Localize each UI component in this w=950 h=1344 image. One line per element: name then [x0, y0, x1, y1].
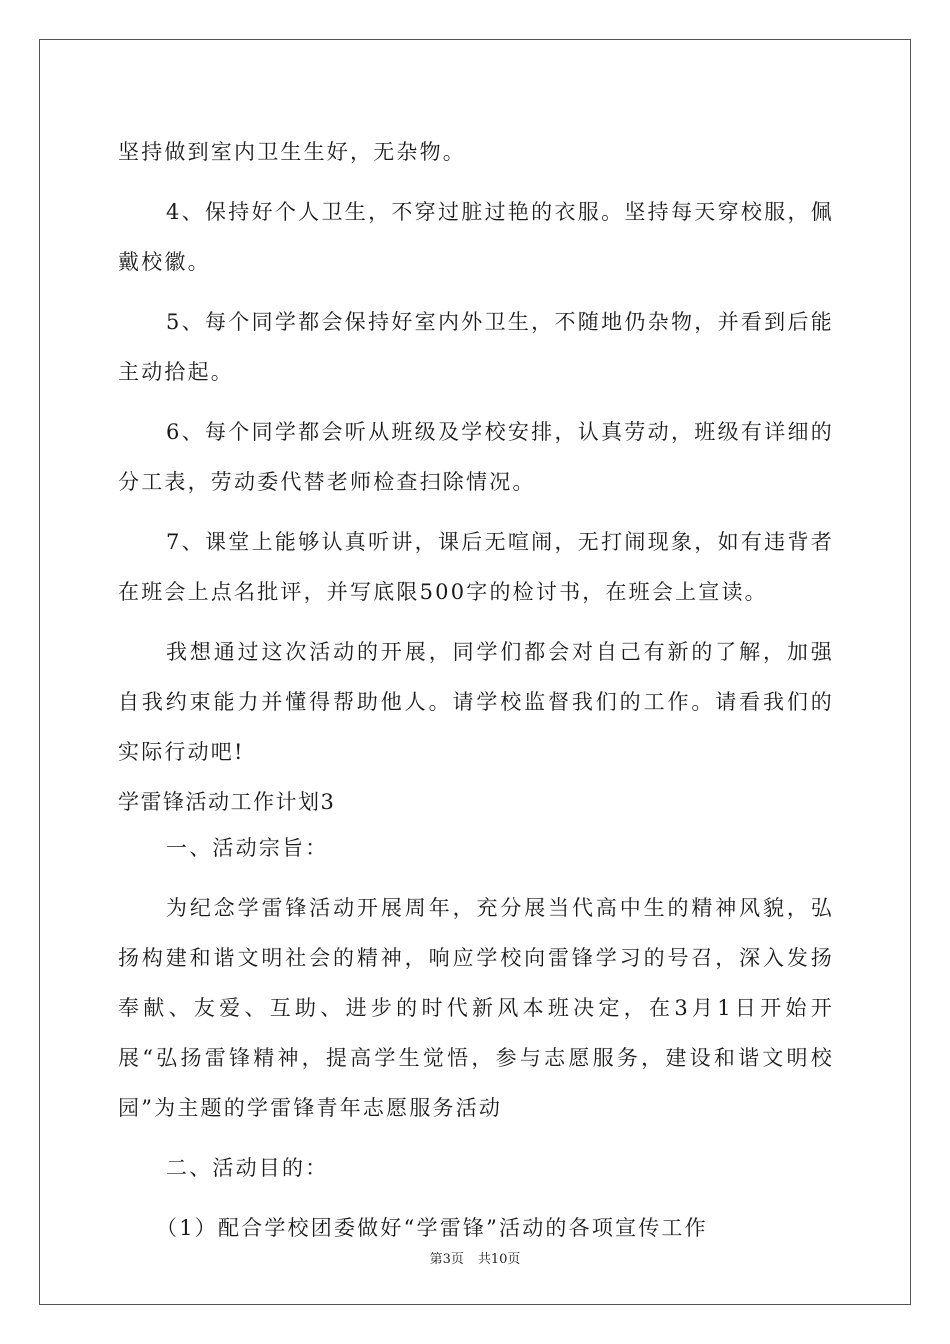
- paragraph-continuation: 坚持做到室内卫生生好，无杂物。: [118, 140, 466, 164]
- paragraph-item-5: 5、每个同学都会保持好室内外卫生，不随地仍杂物，并看到后能主动拾起。: [118, 310, 834, 384]
- paragraph-item-6: 6、每个同学都会听从班级及学校安排，认真劳动，班级有详细的分工表，劳动委代替老师检查扫除情况。: [118, 420, 834, 494]
- page-footer: [0, 1248, 950, 1267]
- paragraph-item-7: 7、课堂上能够认真听讲，课后无喧闹，无打闹现象，如有违背者在班会上点名批评，并写底限500字的检讨书，在班会上宣读。: [118, 530, 834, 604]
- section-title: 学雷锋活动工作计划3: [118, 790, 336, 814]
- section-heading-purpose: 一、活动宗旨：: [166, 836, 329, 860]
- paragraph-purpose-body: 为纪念学雷锋活动开展周年，充分展当代高中生的精神风貌，弘扬构建和谐文明社会的精神，响应学校向雷锋学习的号召，深入发扬奉献、友爱、互助、进步的时代新风本班决定，在3月1日开始开展“弘扬雷锋精神，提高学生觉悟，参与志愿服务，建设和谐文明校园”为主题的学雷锋青年志愿服务活动: [118, 896, 834, 1120]
- section-heading-goals: 二、活动目的：: [166, 1156, 329, 1180]
- document-body: [118, 127, 834, 1263]
- paragraph-item-4: 4、保持好个人卫生，不穿过脏过艳的衣服。坚持每天穿校服，佩戴校徽。: [118, 200, 834, 274]
- paragraph-conclusion: 我想通过这次活动的开展，同学们都会对自己有新的了解，加强自我约束能力并懂得帮助他人。请学校监督我们的工作。请看我们的实际行动吧!: [118, 640, 834, 764]
- page-number: 第3页: [429, 1252, 464, 1267]
- page-total: 共10页: [477, 1252, 521, 1267]
- paragraph-goal-1: （1）配合学校团委做好“学雷锋”活动的各项宣传工作: [156, 1216, 708, 1240]
